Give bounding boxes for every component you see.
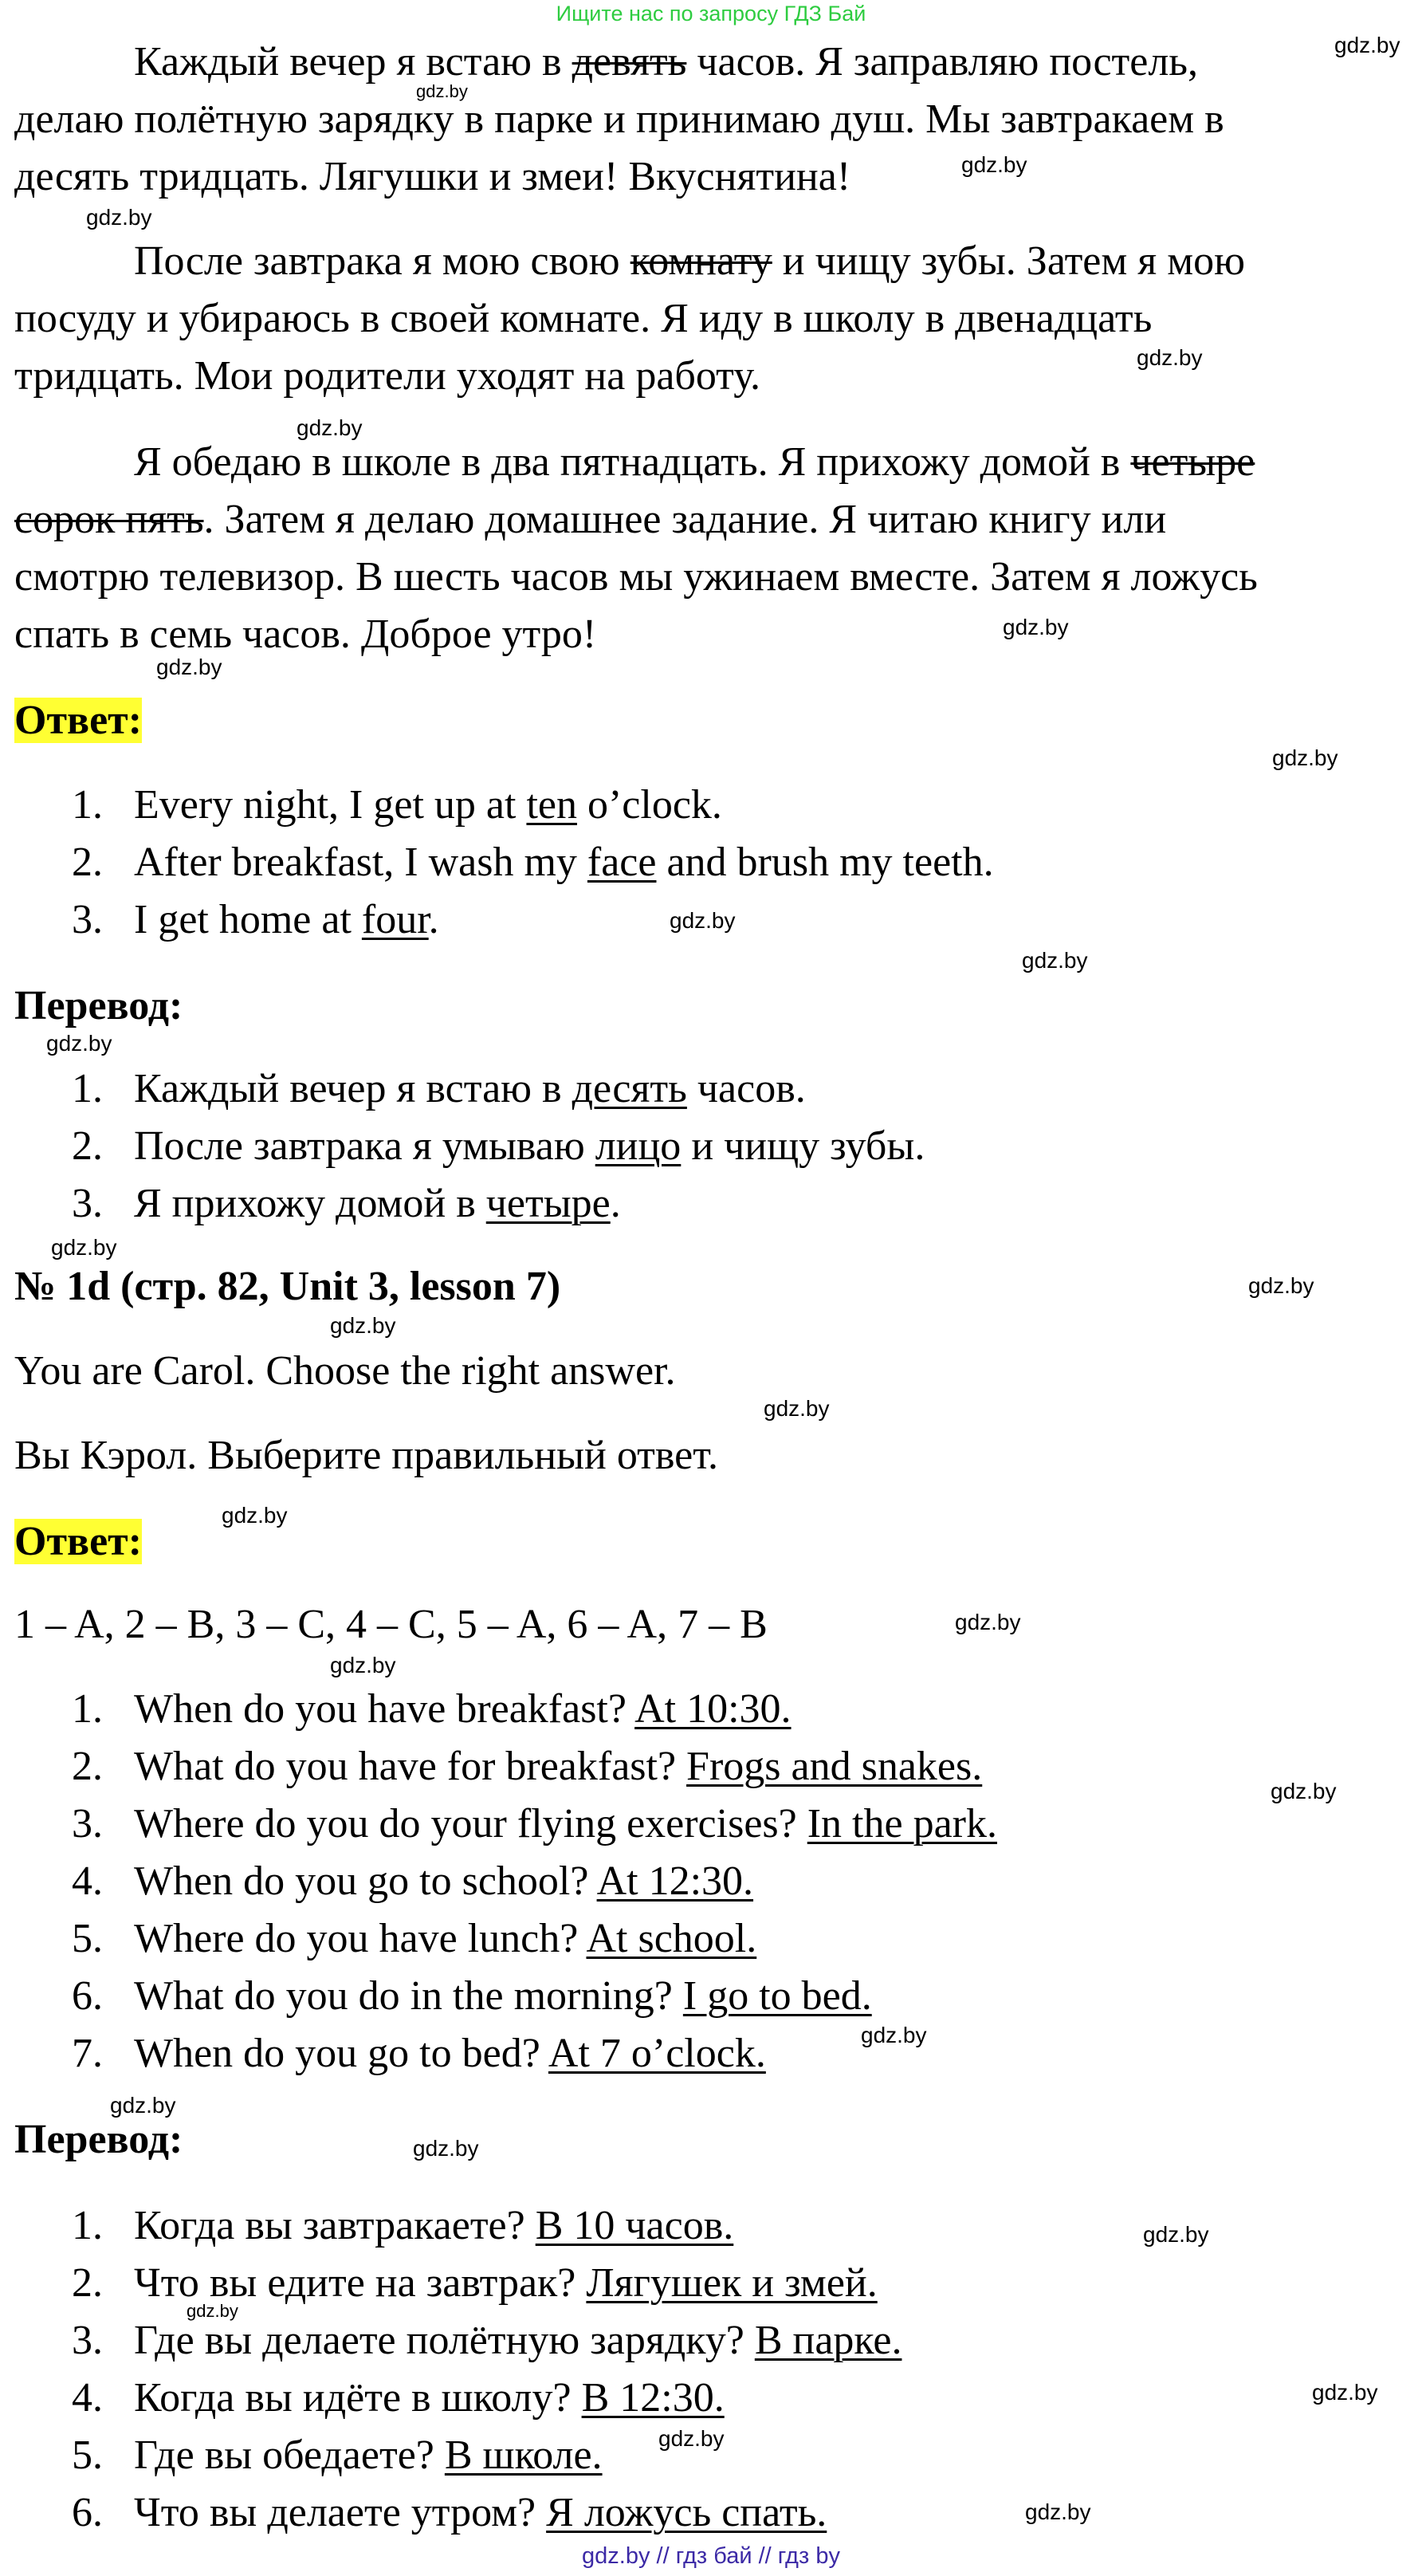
story-p1-line2: делаю полётную зарядку в парке и принимаю душ. Мы завтракаем в: [14, 96, 1224, 142]
list-number: 3.: [72, 1181, 103, 1226]
watermark: gdz.by: [297, 415, 363, 440]
list-number: 3.: [72, 897, 103, 942]
list-item: Where do you have lunch? At school.: [134, 1916, 757, 1961]
story-p1-line3: десять тридцать. Лягушки и змеи! Вкуснятина!: [14, 154, 851, 199]
search-banner[interactable]: Ищите нас по запросу ГДЗ Бай: [556, 2, 866, 26]
list-number: 2.: [72, 840, 103, 885]
list-number: 6.: [72, 2490, 103, 2535]
footer-links[interactable]: gdz.by // гдз бай // гдз by: [582, 2543, 840, 2569]
struck-word: четыре: [1130, 439, 1255, 485]
watermark: gdz.by: [861, 2023, 927, 2047]
story-p3-line2: сорок пять. Затем я делаю домашнее задание. Я читаю книгу или: [14, 497, 1167, 542]
watermark: gdz.by: [413, 2136, 479, 2161]
answer-heading: Ответ:: [14, 698, 143, 743]
list-item: Что вы едите на завтрак? Лягушек и змей.: [134, 2260, 878, 2306]
list-item: What do you have for breakfast? Frogs and snakes.: [134, 1744, 983, 1789]
struck-word: девять: [572, 39, 687, 85]
list-item: Когда вы идёте в школу? В 12:30.: [134, 2375, 725, 2421]
answer-key: 1 – A, 2 – B, 3 – C, 4 – C, 5 – A, 6 – A, 7 – B: [14, 1602, 768, 1647]
list-number: 1.: [72, 2203, 103, 2248]
watermark: gdz.by: [961, 152, 1027, 177]
translation-heading: Перевод:: [14, 983, 183, 1028]
watermark: gdz.by: [416, 81, 468, 101]
watermark: gdz.by: [110, 2093, 176, 2118]
watermark: gdz.by: [86, 205, 152, 230]
list-number: 5.: [72, 2432, 103, 2478]
watermark: gdz.by: [156, 655, 222, 679]
list-item: Что вы делаете утром? Я ложусь спать.: [134, 2490, 827, 2535]
watermark: gdz.by: [330, 1653, 396, 1677]
watermark: gdz.by: [1137, 345, 1203, 370]
watermark: gdz.by: [1143, 2222, 1209, 2247]
watermark: gdz.by: [187, 2301, 238, 2321]
list-number: 6.: [72, 1973, 103, 2019]
story-p2-line1: После завтрака я мою свою комнату и чищу зубы. Затем я мою: [134, 238, 1245, 284]
watermark: gdz.by: [1025, 2499, 1091, 2524]
story-p2-line3: тридцать. Мои родители уходят на работу.: [14, 353, 760, 399]
list-number: 2.: [72, 1744, 103, 1789]
story-p3-line3: смотрю телевизор. В шесть часов мы ужинаем вместе. Затем я ложусь: [14, 554, 1258, 600]
list-item: When do you go to bed? At 7 o’clock.: [134, 2031, 766, 2076]
list-number: 1.: [72, 1066, 103, 1111]
watermark: gdz.by: [1334, 33, 1400, 57]
list-item: When do you go to school? At 12:30.: [134, 1858, 754, 1904]
story-p2-line2: посуду и убираюсь в своей комнате. Я иду в школу в двенадцать: [14, 296, 1153, 341]
list-number: 5.: [72, 1916, 103, 1961]
watermark: gdz.by: [1312, 2380, 1378, 2405]
watermark: gdz.by: [1248, 1273, 1314, 1298]
list-number: 3.: [72, 1801, 103, 1846]
watermark: gdz.by: [1022, 948, 1088, 973]
list-item: Where do you do your flying exercises? In the park.: [134, 1801, 997, 1846]
instruction-en: You are Carol. Choose the right answer.: [14, 1348, 676, 1394]
list-item: Где вы обедаете? В школе.: [134, 2432, 603, 2478]
list-item: Где вы делаете полётную зарядку? В парке.: [134, 2318, 902, 2363]
watermark: gdz.by: [1003, 615, 1069, 639]
list-item: После завтрака я умываю лицо и чищу зубы.: [134, 1123, 925, 1169]
list-number: 7.: [72, 2031, 103, 2076]
instruction-ru: Вы Кэрол. Выберите правильный ответ.: [14, 1433, 719, 1478]
list-number: 2.: [72, 1123, 103, 1169]
list-number: 1.: [72, 782, 103, 828]
task-title: № 1d (стр. 82, Unit 3, lesson 7): [14, 1264, 561, 1309]
story-p3-line4: спать в семь часов. Доброе утро!: [14, 612, 597, 657]
list-item: I get home at four.: [134, 897, 439, 942]
watermark: gdz.by: [222, 1503, 288, 1528]
watermark: gdz.by: [670, 908, 736, 933]
watermark: gdz.by: [764, 1396, 830, 1421]
struck-word: сорок пять: [14, 497, 204, 542]
list-item: Каждый вечер я встаю в десять часов.: [134, 1066, 806, 1111]
watermark: gdz.by: [46, 1031, 112, 1056]
list-number: 4.: [72, 2375, 103, 2421]
list-item: Я прихожу домой в четыре.: [134, 1181, 621, 1226]
list-item: When do you have breakfast? At 10:30.: [134, 1686, 792, 1732]
list-number: 4.: [72, 1858, 103, 1904]
list-number: 1.: [72, 1686, 103, 1732]
answer-heading: Ответ:: [14, 1519, 143, 1564]
watermark: gdz.by: [1272, 745, 1338, 770]
story-p1-line1: Каждый вечер я встаю в девять часов. Я заправляю постель,: [134, 39, 1199, 85]
list-item: What do you do in the morning? I go to bed.: [134, 1973, 872, 2019]
watermark: gdz.by: [51, 1235, 117, 1260]
watermark: gdz.by: [330, 1313, 396, 1338]
list-number: 3.: [72, 2318, 103, 2363]
list-item: After breakfast, I wash my face and brush my teeth.: [134, 840, 994, 885]
watermark: gdz.by: [1271, 1779, 1337, 1803]
list-number: 2.: [72, 2260, 103, 2306]
story-p3-line1: Я обедаю в школе в два пятнадцать. Я прихожу домой в четыре: [134, 439, 1255, 485]
list-item: Every night, I get up at ten o’clock.: [134, 782, 722, 828]
watermark: gdz.by: [955, 1610, 1021, 1634]
list-item: Когда вы завтракаете? В 10 часов.: [134, 2203, 734, 2248]
struck-word: комнату: [630, 238, 772, 284]
watermark: gdz.by: [658, 2426, 725, 2451]
translation-heading: Перевод:: [14, 2117, 183, 2162]
